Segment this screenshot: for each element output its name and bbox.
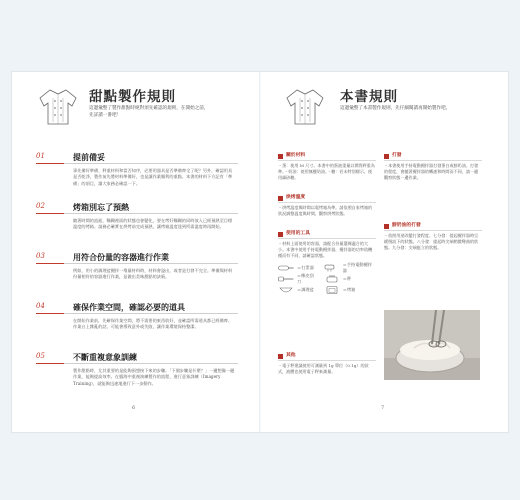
rule-block-heading (278, 194, 376, 202)
rule-block-text: ・材料上面使用的容器，請配合份量選擇適合的大小。本書中使用手持電動攪拌器，攪拌器的功率依機種而有不同，請確認狀態。 (278, 241, 373, 259)
section-rule (64, 363, 238, 364)
rule-block (278, 352, 376, 375)
rule-block-heading-label: 打發 (392, 153, 402, 158)
legend-label: ＝橡皮刮刀 (296, 272, 314, 284)
square-bullet-icon (278, 154, 283, 159)
rule-block-text: ・依照用途改變打發程度。七分發：提起攪拌器時呈緩慢流下的狀態。八分發：提起時尖端稍微彎曲的狀態。九分發：尖端挺立的狀態。 (384, 233, 479, 251)
legend-label: ＝烤箱 (342, 286, 356, 292)
rule-block-text: ・本書使用手持電動攪拌器打發蛋白或鮮奶油。打發的程度，會隨著攪拌器的轉速和時間而不同，請一邊觀察狀態一邊作業。 (384, 163, 479, 181)
left-page (12, 72, 259, 432)
legend-label: ＝打蛋器 (297, 264, 314, 270)
page-subtitle: 這邊彙整了本書製作規則，先仔細閱讀再開始製作吧。 (340, 106, 451, 111)
legend-row (278, 273, 318, 284)
section-number: 01 (36, 152, 45, 160)
section-title: 用符合份量的容器進行作業 (73, 253, 169, 262)
section-body: 隨著時間的流逝，麵糊裡面的狀態也會變化，要在烤好麵糊的同時放入已經預熱至目標溫度的烤箱。請務必確實在烘烤前完成預熱，讓烤箱溫度達到所需溫度時再開始。 (73, 218, 233, 230)
rule-block-heading (278, 230, 376, 238)
square-bullet-icon (384, 154, 389, 159)
rule-block-heading-label: 鮮奶油的打發 (392, 223, 421, 228)
rule-block-heading-label: 其他 (286, 353, 296, 358)
legend-label: ＝調理盆 (297, 286, 314, 292)
square-bullet-icon (384, 224, 389, 229)
section-number: 05 (36, 352, 45, 360)
page-subtitle: 這邊彙整了製作甜點時絕對須先確認的規則，在開始之前，先詳讀一番吧！ (89, 106, 209, 118)
page-number: 7 (381, 405, 385, 411)
section-body: 製作甜點時，尤其重要的是能夠預想接下來的步驟。「下個步驟是什麼？」一邊想像一邊作業，能夠提高效率。在腦海中重複演練製作的流程，進行意象訓練（Imagery Training），就能夠迅速地進行下一步動作。 (73, 368, 235, 386)
page-title: 本書規則 (340, 89, 398, 105)
rule-block (278, 152, 376, 181)
section-rule-accent (36, 263, 64, 264)
section-number: 02 (36, 202, 45, 210)
legend-row (324, 284, 376, 295)
page-title: 甜點製作規則 (89, 89, 176, 105)
rule-block (278, 194, 376, 217)
section-rule-accent (36, 163, 64, 164)
rule-block-text: ・蛋：使用 M 尺寸。本書中的蛋液重量以實際秤重為準。・奶油：使用無鹽奶油。・糖：若未特別標示，使用細砂糖。 (278, 163, 375, 181)
whisk-icon (278, 264, 294, 272)
rule-block-heading (384, 222, 482, 230)
divider (384, 230, 482, 231)
section-rule (64, 263, 238, 264)
section-title: 烤箱別忘了預熱 (73, 203, 129, 212)
rule-block-heading-label: 關於材料 (286, 153, 306, 158)
divider (278, 238, 376, 239)
whipped-cream-photo (384, 310, 480, 380)
mixer-icon (324, 264, 340, 272)
rule-block-text: ・電子秤建議使用可測量到 1g 單位（0.1g）的款式，液體也使用電子秤來測量。 (278, 363, 369, 375)
tool-icon-legend (278, 262, 376, 295)
spatula-icon (278, 275, 294, 283)
bowl-icon (278, 286, 294, 294)
chef-jacket-icon (36, 84, 80, 128)
oven-icon (324, 286, 340, 294)
section-title: 不斷重複意象訓練 (73, 353, 137, 362)
rule-block (278, 230, 376, 295)
section-body: 例如，用小的調理盆攪拌一堆量材料時，材料會溢出，或者是打發不完全。準備與材料份量相符的容器進行作業，是做出美味甜點的訣竅。 (73, 268, 233, 280)
divider (384, 160, 482, 161)
rule-block (384, 152, 482, 181)
square-bullet-icon (278, 196, 283, 201)
right-page (261, 72, 508, 432)
section-rule (64, 213, 238, 214)
section-body: 在開始作業前，先確保作業空間，將不需要的東西收好，並確認所需道具都已經備齊。作業台上雜亂的話，可能會導致意外或失敗，讓作業環境保持整潔。 (73, 318, 233, 330)
section-number: 04 (36, 302, 45, 310)
rule-block-heading (384, 152, 482, 160)
legend-row (324, 262, 376, 273)
rule-block-heading-label: 烘烤溫度 (286, 195, 306, 200)
section-rule (64, 163, 238, 164)
rule-block (384, 222, 482, 251)
legend-row (324, 273, 376, 284)
legend-row (278, 284, 318, 295)
divider (278, 160, 376, 161)
section-title: 提前備妥 (73, 153, 105, 162)
rule-block-text: ・烘烤溫度與時間以電烤箱為準。請依照自家烤箱的狀況調整溫度與時間，觀察烘烤狀態。 (278, 205, 373, 217)
scale-icon (324, 275, 340, 283)
rule-block-heading (278, 152, 376, 160)
section-number: 03 (36, 252, 45, 260)
page-number: 6 (132, 405, 136, 411)
section-title: 確保作業空間，確認必要的道具 (73, 303, 185, 312)
legend-row (278, 262, 318, 273)
section-body: 事先備好準備、秤重材料和當否知序，必要用器具是否準備齊全了呢？另外，確認用具是否乾淨，製作前先將材料準備好，也是讓作業順利的重點。本書的材料下方記有「準備」的項目，讀大家務必確認一下。 (73, 168, 233, 186)
section-rule (64, 313, 238, 314)
rule-block-heading (278, 352, 376, 360)
section-rule-accent (36, 313, 64, 314)
square-bullet-icon (278, 354, 283, 359)
square-bullet-icon (278, 232, 283, 237)
divider (278, 360, 376, 361)
legend-label: ＝手持電動攪拌器 (342, 261, 372, 273)
section-rule-accent (36, 213, 64, 214)
chef-jacket-icon (283, 84, 327, 128)
legend-label: ＝秤 (342, 275, 352, 281)
divider (278, 202, 376, 203)
book-spread (12, 72, 508, 432)
rule-block-heading-label: 使用的工具 (286, 231, 310, 236)
section-rule-accent (36, 363, 64, 364)
